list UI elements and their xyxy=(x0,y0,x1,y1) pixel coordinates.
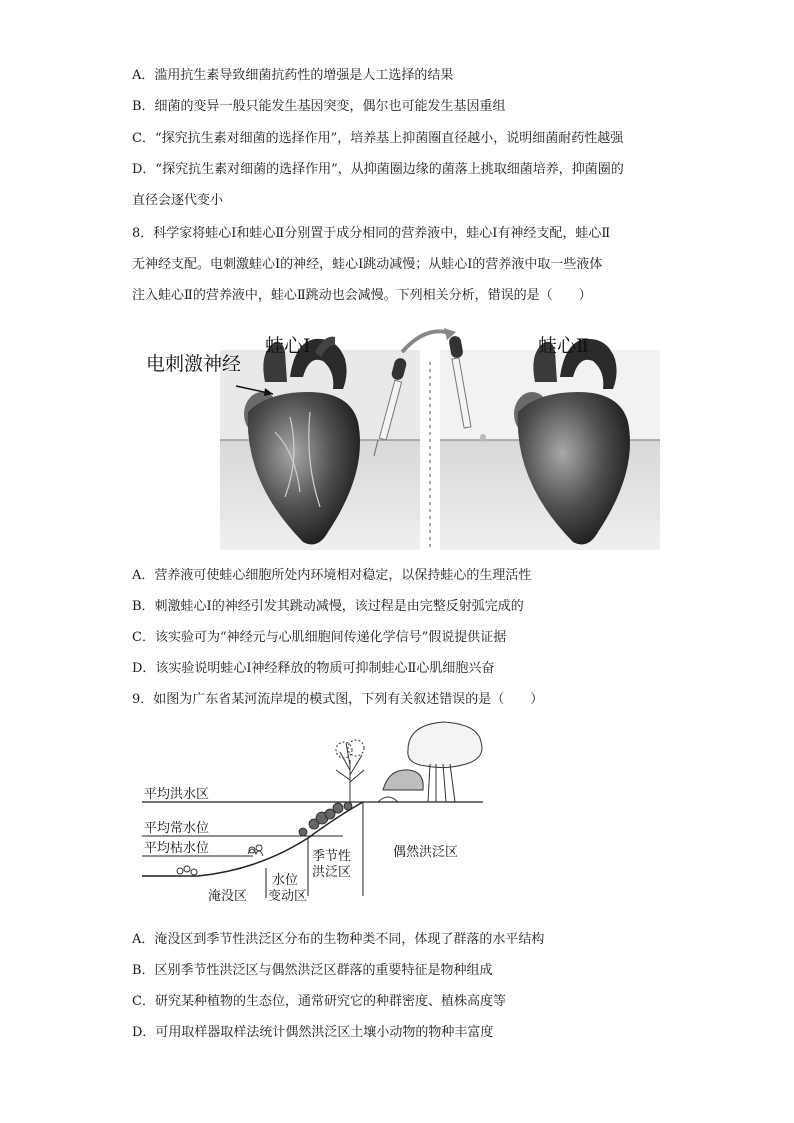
label-heart-1: 蛙心Ⅰ xyxy=(265,335,311,357)
transfer-arrow xyxy=(402,331,452,352)
label-stimulus-nerve: 电刺激神经 xyxy=(146,353,242,375)
q7-option-d-continued: 直径会逐代变小 xyxy=(132,193,224,208)
q9-stem: 9．如图为广东省某河流岸堤的模式图，下列有关叙述错误的是（ ） xyxy=(132,692,544,707)
q7-option-c: C．“探究抗生素对细菌的选择作用”，培养基上抑菌圈直径越小，说明细菌耐药性越强 xyxy=(132,131,624,146)
label-normal-water-level: 平均常水位 xyxy=(144,821,210,836)
label-dry-water-level: 平均枯水位 xyxy=(144,841,210,856)
label-fluctuation-zone-2: 变动区 xyxy=(268,889,308,904)
q9-option-a: A．淹没区到季节性洪泛区分布的生物种类不同，体现了群落的水平结构 xyxy=(132,932,545,947)
q8-option-d: D．该实验说明蛙心Ⅰ神经释放的物质可抑制蛙心Ⅱ心肌细胞兴奋 xyxy=(132,661,495,676)
label-fluctuation-zone-1: 水位 xyxy=(272,873,299,888)
canopy-tree xyxy=(378,722,482,802)
slope-shrubs xyxy=(299,802,352,836)
q7-option-a: A．滥用抗生素导致细菌抗药性的增强是人工选择的结果 xyxy=(132,68,454,83)
q9-option-d: D．可用取样器取样法统计偶然洪泛区土壤小动物的物种丰富度 xyxy=(132,1025,494,1040)
q8-option-b: B．刺激蛙心Ⅰ的神经引发其跳动减慢，该过程是由完整反射弧完成的 xyxy=(132,599,524,614)
q9-option-b: B．区别季节性洪泛区与偶然洪泛区群落的重要特征是物种组成 xyxy=(132,963,493,978)
label-heart-2: 蛙心Ⅱ xyxy=(538,335,589,357)
label-occasional-flood-zone: 偶然洪泛区 xyxy=(393,845,459,860)
frog-heart-figure xyxy=(140,322,660,552)
label-submerged-zone: 淹没区 xyxy=(208,889,248,904)
label-flood-zone: 平均洪水区 xyxy=(144,787,210,802)
label-seasonal-flood-zone-2: 洪泛区 xyxy=(312,865,352,880)
q7-option-b: B．细菌的变异一般只能发生基因突变，偶尔也可能发生基因重组 xyxy=(132,99,506,114)
q8-option-a: A．营养液可使蛙心细胞所处内环境相对稳定，以保持蛙心的生理活性 xyxy=(132,568,532,583)
bare-tree xyxy=(336,740,364,804)
q8-option-c: C．该实验可为“神经元与心肌细胞间传递化学信号”假说提供证据 xyxy=(132,630,507,645)
q8-stem-line-2: 无神经支配。电刺激蛙心Ⅰ的神经，蛙心Ⅰ跳动减慢；从蛙心Ⅰ的营养液中取一些液体 xyxy=(132,257,603,272)
label-seasonal-flood-zone-1: 季节性 xyxy=(312,849,352,864)
q7-option-d: D．“探究抗生素对细菌的选择作用”，从抑菌圈边缘的菌落上挑取细菌培养，抑菌圈的 xyxy=(132,162,624,177)
q9-option-c: C．研究某种植物的生态位，通常研究它的种群密度、植株高度等 xyxy=(132,994,506,1009)
q8-stem-line-3: 注入蛙心Ⅱ的营养液中，蛙心Ⅱ跳动也会减慢。下列相关分析，错误的是（ ） xyxy=(132,288,592,303)
q8-stem-line-1: 8．科学家将蛙心Ⅰ和蛙心Ⅱ分别置于成分相同的营养液中，蛙心Ⅰ有神经支配，蛙心Ⅱ xyxy=(132,226,611,241)
riverbank-figure xyxy=(138,720,488,915)
